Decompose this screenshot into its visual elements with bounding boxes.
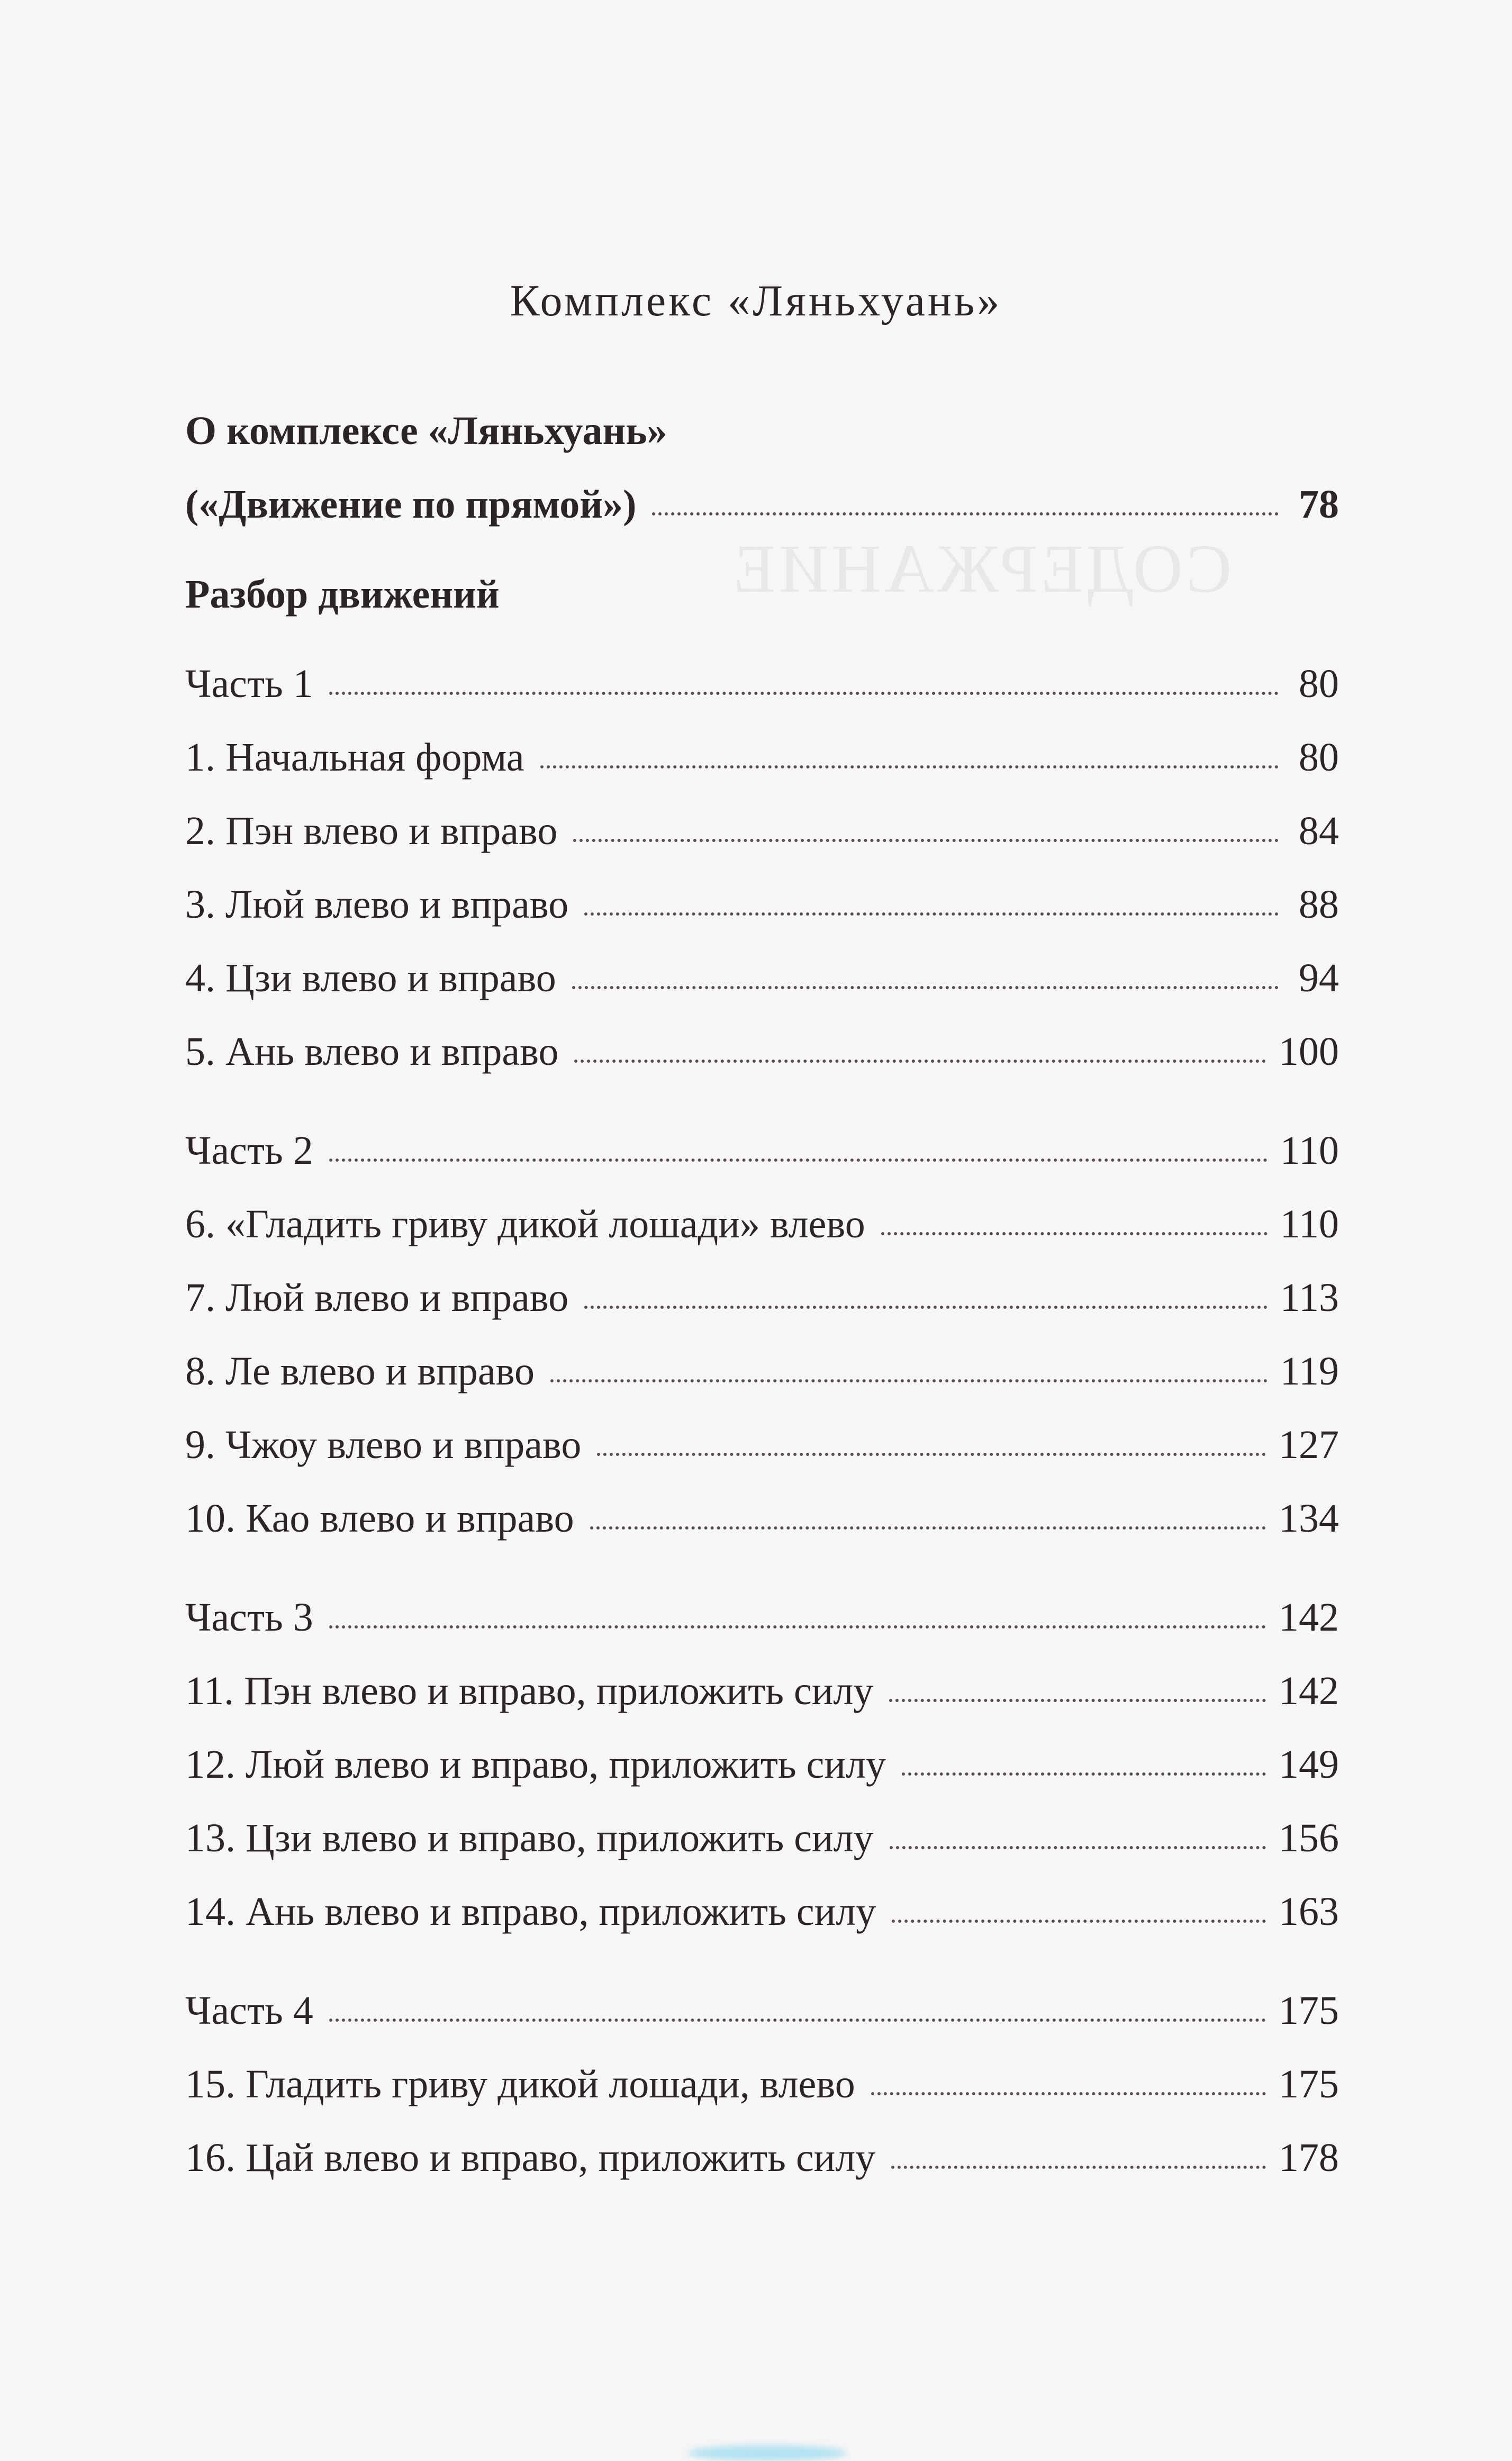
dot-leader [329, 1625, 1266, 1628]
spacer [185, 1949, 1339, 1974]
toc-part-4[interactable] [185, 1974, 1339, 2048]
toc-entry-label: 3. Люй влево и вправо [185, 882, 569, 927]
toc-page-number: 80 [1299, 735, 1339, 780]
spacer [185, 1089, 1339, 1114]
dot-leader [329, 1159, 1267, 1162]
toc-entry-label: Часть 2 [185, 1128, 313, 1173]
toc-entry-label: 10. Као влево и вправо [185, 1496, 574, 1541]
toc-entry[interactable] [185, 1654, 1339, 1728]
toc-page-number: 88 [1299, 882, 1339, 927]
toc-entry[interactable] [185, 794, 1339, 868]
toc-entry-label: 8. Ле влево и вправо [185, 1349, 535, 1394]
toc-page-number: 113 [1280, 1275, 1339, 1320]
toc-page-number: 119 [1280, 1349, 1339, 1394]
toc-part-3[interactable] [185, 1581, 1339, 1654]
toc-entry-label: Часть 4 [185, 1988, 313, 2033]
toc-entry-label: 2. Пэн влево и вправо [185, 809, 558, 853]
dot-leader [584, 912, 1279, 916]
dot-leader [891, 2166, 1266, 2169]
toc-entry[interactable] [185, 1875, 1339, 1949]
dot-leader [550, 1379, 1267, 1382]
toc-entry-label: Часть 1 [185, 662, 313, 706]
toc-page-number: 127 [1279, 1423, 1339, 1467]
toc-entry-label: 11. Пэн влево и вправо, приложить силу [185, 1669, 874, 1713]
toc-page-number: 178 [1279, 2136, 1339, 2180]
toc-part-1[interactable] [185, 647, 1339, 721]
dot-leader [584, 1306, 1267, 1309]
spacer [185, 624, 1339, 647]
dot-leader [597, 1453, 1266, 1456]
toc-page-number: 134 [1279, 1496, 1339, 1541]
toc-entry[interactable] [185, 1482, 1339, 1555]
toc-entry-label: О комплексе «Ляньхуань» [185, 409, 667, 453]
toc-page-number: 94 [1299, 956, 1339, 1000]
toc-page-number: 78 [1299, 482, 1339, 527]
toc-entry[interactable] [185, 1261, 1339, 1335]
spacer [185, 541, 1339, 565]
dot-leader [890, 1846, 1266, 1849]
dot-leader [892, 1920, 1266, 1923]
toc-entry-about-line1 [185, 394, 1339, 468]
toc-entry-label: 14. Ань влево и вправо, приложить силу [185, 1889, 876, 1934]
toc-entry-label: («Движение по прямой») [185, 482, 637, 527]
dot-leader [540, 765, 1279, 768]
dot-leader [573, 839, 1279, 842]
toc-entry[interactable] [185, 1188, 1339, 1261]
toc-page-number: 142 [1279, 1669, 1339, 1713]
toc-page-number: 110 [1280, 1202, 1339, 1246]
section-heading: Разбор движений [185, 572, 500, 617]
toc-page-number: 110 [1280, 1128, 1339, 1173]
dot-leader [871, 2092, 1266, 2095]
toc-entry-label: 16. Цай влево и вправо, приложить силу [185, 2136, 876, 2180]
toc-entry-label: 15. Гладить гриву дикой лошади, влево [185, 2062, 855, 2106]
toc-page-number: 149 [1279, 1742, 1339, 1787]
dot-leader [889, 1699, 1266, 1702]
toc-entry[interactable] [185, 1015, 1339, 1089]
toc-entry[interactable] [185, 942, 1339, 1015]
toc-page-number: 100 [1279, 1029, 1339, 1074]
toc-entry-about[interactable] [185, 468, 1339, 541]
spacer [185, 1555, 1339, 1581]
dot-leader [590, 1526, 1266, 1530]
toc-entry[interactable] [185, 1335, 1339, 1408]
toc-entry-label: 9. Чжоу влево и вправо [185, 1423, 582, 1467]
bleed-through-text: СОДЕРЖАНИЕ [730, 531, 1232, 607]
page-title: Комплекс «Ляньхуань» [510, 276, 1002, 325]
toc-page-number: 175 [1279, 2062, 1339, 2106]
dot-leader [881, 1232, 1267, 1235]
toc-entry[interactable] [185, 868, 1339, 942]
toc-entry-label: 1. Начальная форма [185, 735, 524, 780]
dot-leader [574, 1060, 1266, 1063]
dot-leader [902, 1772, 1266, 1776]
toc-page-number: 175 [1279, 1988, 1339, 2033]
dot-leader [572, 986, 1279, 989]
dot-leader [652, 512, 1279, 515]
toc-entry[interactable] [185, 1728, 1339, 1802]
toc-part-2[interactable] [185, 1114, 1339, 1188]
toc-entry-label: 7. Люй влево и вправо [185, 1275, 569, 1320]
toc-entry[interactable] [185, 2048, 1339, 2121]
dot-leader [329, 2019, 1266, 2022]
table-of-contents [185, 394, 1339, 2195]
toc-entry-label: 12. Люй влево и вправо, приложить силу [185, 1742, 886, 1787]
toc-entry[interactable] [185, 1802, 1339, 1875]
toc-entry-label: 13. Цзи влево и вправо, приложить силу [185, 1816, 874, 1860]
toc-entry[interactable] [185, 2121, 1339, 2195]
toc-entry[interactable] [185, 721, 1339, 794]
toc-page-number: 163 [1279, 1889, 1339, 1934]
toc-page-number: 156 [1279, 1816, 1339, 1860]
toc-entry-label: 6. «Гладить гриву дикой лошади» влево [185, 1202, 865, 1246]
toc-entry[interactable] [185, 1408, 1339, 1482]
toc-page-number: 80 [1299, 662, 1339, 706]
toc-entry-label: 4. Цзи влево и вправо [185, 956, 556, 1000]
toc-page-number: 142 [1279, 1595, 1339, 1640]
dot-leader [329, 692, 1279, 695]
toc-entry-label: 5. Ань влево и вправо [185, 1029, 559, 1074]
toc-entry-label: Часть 3 [185, 1595, 313, 1640]
toc-page-number: 84 [1299, 809, 1339, 853]
scan-artifact [688, 2445, 847, 2461]
